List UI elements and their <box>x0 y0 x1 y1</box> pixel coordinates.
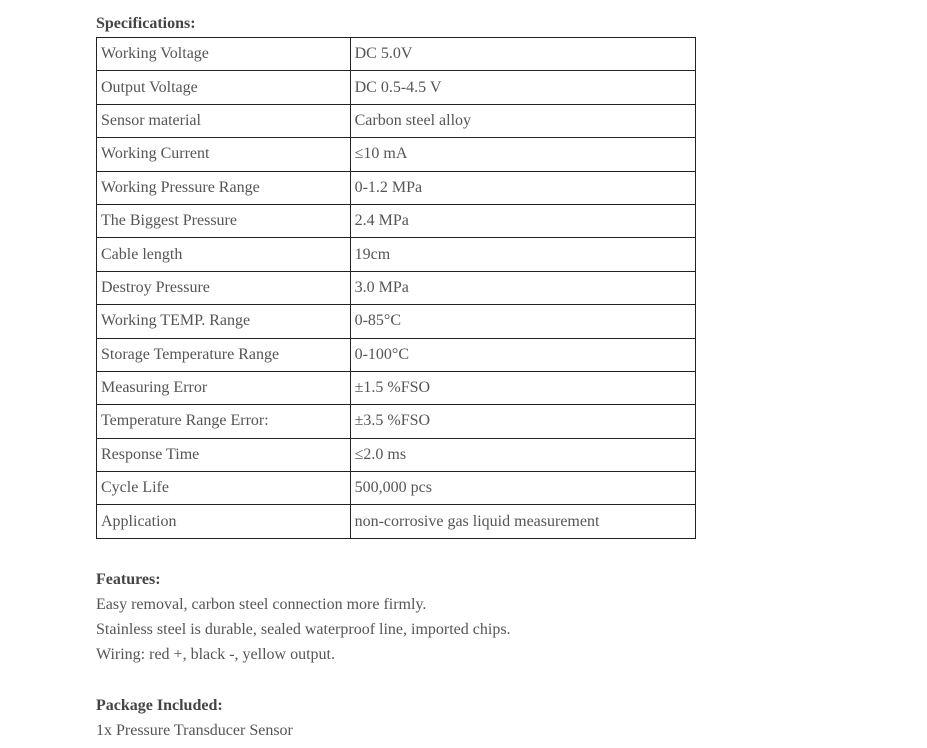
package-heading: Package Included: <box>96 697 223 714</box>
specifications-heading: Specifications: <box>96 15 196 32</box>
spec-value-cell: ≤2.0 ms <box>350 438 695 471</box>
package-item: 1x Pressure Transducer Sensor <box>96 722 293 739</box>
table-row <box>97 71 696 104</box>
features-section <box>96 567 511 667</box>
spec-param-cell: Measuring Error <box>97 371 351 404</box>
table-row <box>97 505 696 538</box>
spec-value-cell: DC 0.5-4.5 V <box>350 71 695 104</box>
spec-value-cell: 0-85°C <box>350 305 695 338</box>
spec-value-cell: 2.4 MPa <box>350 204 695 237</box>
features-heading: Features: <box>96 571 161 588</box>
spec-param-cell: Destroy Pressure <box>97 271 351 304</box>
spec-param-cell: Working TEMP. Range <box>97 305 351 338</box>
spec-value-cell: non-corrosive gas liquid measurement <box>350 505 695 538</box>
package-section <box>96 693 293 743</box>
spec-param-cell: Application <box>97 505 351 538</box>
table-row <box>97 204 696 237</box>
spec-param-cell: Cable length <box>97 238 351 271</box>
spec-param-cell: Output Voltage <box>97 71 351 104</box>
spec-param-cell: Working Voltage <box>97 38 351 71</box>
spec-value-cell: ±1.5 %FSO <box>350 371 695 404</box>
feature-line: Stainless steel is durable, sealed waterproof line, imported chips. <box>96 621 511 638</box>
spec-value-cell: ±3.5 %FSO <box>350 405 695 438</box>
table-row <box>97 171 696 204</box>
feature-line: Wiring: red +, black -, yellow output. <box>96 646 335 663</box>
specifications-table <box>96 37 696 539</box>
table-row <box>97 104 696 137</box>
spec-param-cell: Sensor material <box>97 104 351 137</box>
spec-value-cell: 3.0 MPa <box>350 271 695 304</box>
spec-param-cell: Working Pressure Range <box>97 171 351 204</box>
table-row <box>97 338 696 371</box>
table-row <box>97 305 696 338</box>
table-row <box>97 472 696 505</box>
table-row <box>97 138 696 171</box>
spec-value-cell: 500,000 pcs <box>350 472 695 505</box>
table-row <box>97 271 696 304</box>
spec-param-cell: Storage Temperature Range <box>97 338 351 371</box>
table-row <box>97 371 696 404</box>
spec-param-cell: The Biggest Pressure <box>97 204 351 237</box>
spec-value-cell: DC 5.0V <box>350 38 695 71</box>
spec-param-cell: Cycle Life <box>97 472 351 505</box>
spec-value-cell: 19cm <box>350 238 695 271</box>
spec-param-cell: Response Time <box>97 438 351 471</box>
spec-value-cell: Carbon steel alloy <box>350 104 695 137</box>
spec-value-cell: ≤10 mA <box>350 138 695 171</box>
spec-param-cell: Working Current <box>97 138 351 171</box>
spec-value-cell: 0-100°C <box>350 338 695 371</box>
table-row <box>97 438 696 471</box>
feature-line: Easy removal, carbon steel connection more firmly. <box>96 596 427 613</box>
table-row <box>97 405 696 438</box>
table-row <box>97 38 696 71</box>
table-row <box>97 238 696 271</box>
spec-value-cell: 0-1.2 MPa <box>350 171 695 204</box>
spec-param-cell: Temperature Range Error: <box>97 405 351 438</box>
